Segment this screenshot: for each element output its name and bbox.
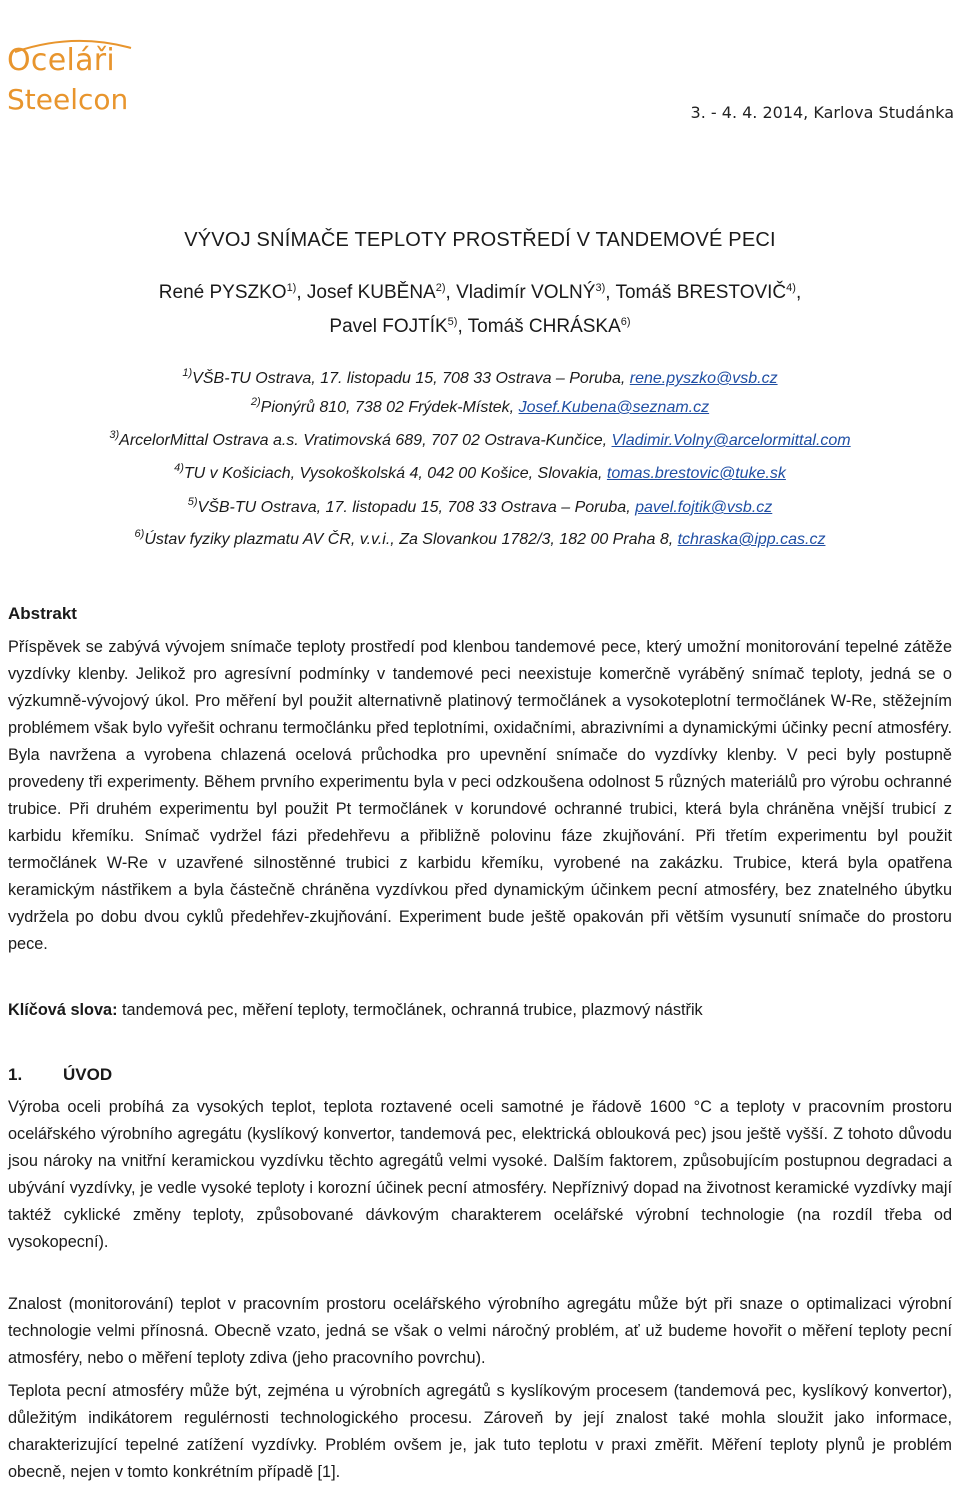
author-sup: 2) (435, 282, 446, 294)
affiliation-2 (0, 396, 960, 417)
section-heading: ÚVOD (63, 1065, 113, 1084)
logo-text-top: Oceláři (7, 43, 116, 78)
abstract-heading: Abstrakt (8, 604, 77, 623)
author-name: Pavel FOJTÍK (329, 316, 448, 337)
author-name: Tomáš CHRÁSKA (467, 316, 621, 337)
email-link[interactable]: tchraska@ipp.cas.cz (677, 531, 826, 548)
intro-paragraph-3: Teplota pecní atmosféry může být, zejména u výrobních agregátů s kyslíkovým procesem (tandemová pec, kyslíkový konvertor), důležitým indikátorem regulérnosti technologického procesu. Zároveň by její znalost také mohla sloužit jako informace, charakterizující tepelné zatížení vyzdívky. Problém ovšem je, jak tuto teplotu v praxi změřit. Měření teploty plynů je problém obecně, nejen v tomto konkrétním případě [1]. (8, 1382, 952, 1481)
affiliation-sup: 1) (182, 367, 193, 379)
affiliation-sup: 3) (109, 429, 120, 441)
affiliation-text: Pionýrů 810, 738 02 Frýdek-Místek, (260, 399, 519, 416)
author-line-1: René PYSZKO$^{1)}$, Josef KUBĚNA$^{2)}$, Vladimír VOLNÝ$^{3)}$, Tomáš BRESTOVIČ$^{4)}$, (158, 282, 802, 303)
paper-title: VÝVOJ SNÍMAČE TEPLOTY PROSTŘEDÍ V TANDEMOVÉ PECI (184, 229, 776, 251)
author-sup: 6) (620, 316, 631, 328)
affiliation-5 (0, 496, 960, 517)
section-number: 1. (8, 1065, 23, 1084)
email-link[interactable]: Vladimir.Volny@arcelormittal.com (611, 432, 851, 449)
affiliation-text: TU v Košiciach, Vysokoškolská 4, 042 00 Košice, Slovakia, (183, 465, 607, 482)
affiliation-text: ArcelorMittal Ostrava a.s. Vratimovská 689, 707 02 Ostrava-Kunčice, (119, 432, 612, 449)
steelcon-logo (7, 38, 137, 116)
author-sup: 1) (286, 282, 297, 294)
author-name: Tomáš BRESTOVIČ (615, 282, 787, 303)
affiliation-text: Ústav fyziky plazmatu AV ČR, v.v.i., Za Slovankou 1782/3, 182 00 Praha 8, (144, 531, 678, 548)
affiliation-sup: 6) (134, 528, 145, 540)
author-name: Josef KUBĚNA (306, 282, 436, 303)
affiliation-1 (0, 367, 960, 388)
keywords (8, 1001, 703, 1020)
affiliation-sup: 4) (174, 462, 184, 474)
email-link[interactable]: Josef.Kubena@seznam.cz (518, 399, 710, 416)
author-name: René PYSZKO (158, 282, 287, 303)
affiliation-4 (0, 462, 960, 483)
logo-text-bottom: Steelcon (7, 83, 129, 116)
email-link[interactable]: pavel.fojtik@vsb.cz (635, 499, 773, 516)
keywords-label: Klíčová slova: (8, 1001, 118, 1019)
conference-date: 3. - 4. 4. 2014, Karlova Studánka (690, 103, 954, 122)
author-sup: 3) (595, 282, 606, 294)
affiliation-text: VŠB-TU Ostrava, 17. listopadu 15, 708 33 Ostrava – Poruba, (192, 370, 630, 387)
email-link[interactable]: rene.pyszko@vsb.cz (629, 370, 778, 387)
affiliation-text: VŠB-TU Ostrava, 17. listopadu 15, 708 33 Ostrava – Poruba, (197, 499, 636, 516)
author-line-2: Pavel FOJTÍK$^{5)}$, Tomáš CHRÁSKA$^{6)}$ (329, 316, 631, 337)
affiliation-sup: 2) (250, 396, 261, 408)
intro-paragraph-2: Znalost (monitorování) teplot v pracovním prostoru ocelářského výrobního agregátu může být při snaze o optimalizaci výrobní technologie velmi přínosná. Obecně vzato, jedná se však o velmi náročný problém, ať už budeme hovořit o měření teploty pecní atmosféry, nebo o měření teploty zdiva (jeho pracovního povrchu). (8, 1295, 952, 1367)
intro-paragraph-1: Výroba oceli probíhá za vysokých teplot, teplota roztavené oceli samotné je řádově 1600 °C a teploty v pracovním prostoru ocelářského výrobního agregátu (kyslíkový konvertor, tandemová pec, elektrická oblouková pec) jsou ještě vyšší. Z tohoto důvodu jsou nároky na vnitřní keramickou vyzdívku těchto agregátů velmi vysoké. Dalším faktorem, způsobujícím postupnou degradaci a ubývání vyzdívky, je vedle vysoké teploty i korozní účinek pecní atmosféry. Nepříznivý dopad na životnost keramické vyzdívky mají taktéž cyklické změny teploty, způsobované dávkovým charakterem ocelářské výrobní technologie (na rozdíl třeba od vysokopecní). (8, 1098, 952, 1251)
author-sup: 5) (447, 316, 458, 328)
keywords-text: tandemová pec, měření teploty, termočlánek, ochranná trubice, plazmový nástřik (117, 1001, 703, 1019)
email-link[interactable]: tomas.brestovic@tuke.sk (606, 465, 786, 482)
affiliation-3 (0, 429, 960, 450)
author-name: Vladimír VOLNÝ (456, 282, 596, 303)
abstract-text: Příspěvek se zabývá vývojem snímače teploty prostředí pod klenbou tandemové pece, který umožní monitorování tepelné zátěže vyzdívky klenby. Jelikož pro agresívní podmínky v tandemové peci neexistuje komerčně vyráběný snímač teploty, jedná se o výzkumně-vývojový úkol. Pro měření byl použit alternativně platinový termočlánek a vysokoteplotní termočlánek W-Re, stěžejním problémem však bylo vyřešit ochranu termočlánku před teplotními, oxidačními, abrazivními a dynamickými účinky pecní atmosféry. Byla navržena a vyrobena chlazená ocelová průchodka pro upevnění snímače do vyzdívky klenby. V peci byly postupně provedeny tři experimenty. Během prvního experimentu byla v peci odzkoušena odolnost 5 různých materiálů pro výrobu ochranné trubice. Při druhém experimentu byl použit Pt termočlánek v korundové ochranné trubici, která byla chráněna vnější trubicí z karbidu křemíku. Snímač vydržel fázi předehřevu a přibližně polovinu fáze zkujňování. Při třetím experimentu byl použit termočlánek W-Re v uzavřené silnostěnné trubici z karbidu křemíku, vyrobené na zakázku. Trubice, která byla opatřena keramickým nástřikem a byla částečně chráněna vyzdívkou před dynamickým účinkem pecní atmosféry, bez znatelného úbytku vydržela po dobu dvou cyklů předehřev-zkujňování. Experiment bude ještě opakován při větším vysunutí snímače do prostoru pece. (8, 638, 952, 953)
affiliation-sup: 5) (187, 496, 198, 508)
affiliation-6 (0, 528, 960, 549)
author-sup: 4) (786, 282, 796, 294)
